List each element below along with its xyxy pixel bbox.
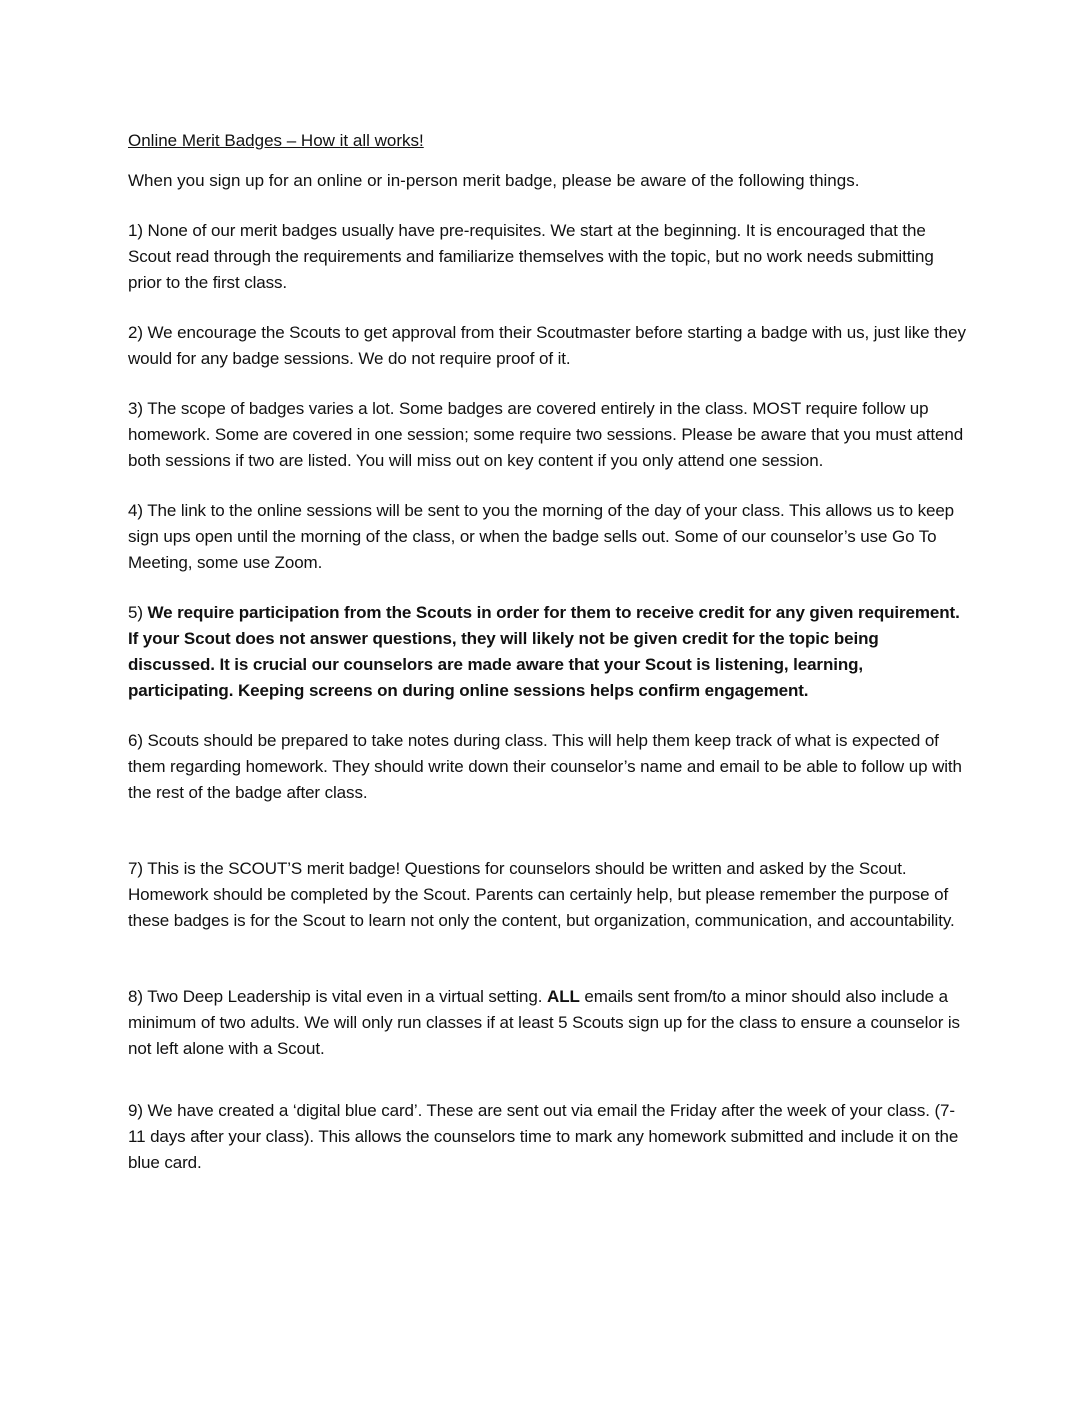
item-7: 7) This is the SCOUT’S merit badge! Questions for counselors should be written and asked by the Scout. Homework should be completed by the Scout. Parents can certainly help, but please remember the purpose of these badges is for the Scout to learn not only the content, but organization, communication, and accountability.: [128, 859, 955, 930]
document-page: [128, 128, 968, 1200]
item-6: 6) Scouts should be prepared to take notes during class. This will help them keep track of what is expected of them regarding homework. They should write down their counselor’s name and email to be able to follow up with the rest of the badge after class.: [128, 731, 962, 802]
item-5-bold-text: We require participation from the Scouts in order for them to receive credit for any given requirement. If your Scout does not answer questions, they will likely not be given credit for the topic being discussed. It is crucial our counselors are made aware that your Scout is listening, learning, participating. Keeping screens on during online sessions helps confirm engagement.: [128, 603, 960, 700]
item-5: [128, 600, 968, 704]
document-title: Online Merit Badges – How it all works!: [128, 131, 424, 150]
item-8-bold-text: ALL: [547, 987, 580, 1006]
intro-paragraph: When you sign up for an online or in-person merit badge, please be aware of the following things.: [128, 171, 860, 190]
item-1: 1) None of our merit badges usually have pre-requisites. We start at the beginning. It is encouraged that the Scout read through the requirements and familiarize themselves with the topic, but no work needs submitting prior to the first class.: [128, 221, 934, 292]
item-4: 4) The link to the online sessions will be sent to you the morning of the day of your class. This allows us to keep sign ups open until the morning of the class, or when the badge sells out. Some of our counselor’s use Go To Meeting, some use Zoom.: [128, 501, 955, 572]
item-5-prefix: 5): [128, 603, 148, 622]
item-8-suffix: emails sent from/to a minor should also include a minimum of two adults. We will only run classes if at least 5 Scouts sign up for the class to ensure a counselor is not left alone with a Scout.: [128, 987, 960, 1058]
item-3: 3) The scope of badges varies a lot. Some badges are covered entirely in the class. MOST require follow up homework. Some are covered in one session; some require two sessions. Please be aware that you must attend both sessions if two are listed. You will miss out on key content if you only attend one session.: [128, 399, 964, 470]
item-8: [128, 984, 968, 1062]
item-2: 2) We encourage the Scouts to get approval from their Scoutmaster before starting a badge with us, just like they would for any badge sessions. We do not require proof of it.: [128, 323, 966, 368]
item-9: 9) We have created a ‘digital blue card’. These are sent out via email the Friday after the week of your class. (7-11 days after your class). This allows the counselors time to mark any homework submitted and include it on the blue card.: [128, 1101, 959, 1172]
item-8-prefix: 8) Two Deep Leadership is vital even in a virtual setting.: [128, 987, 548, 1006]
